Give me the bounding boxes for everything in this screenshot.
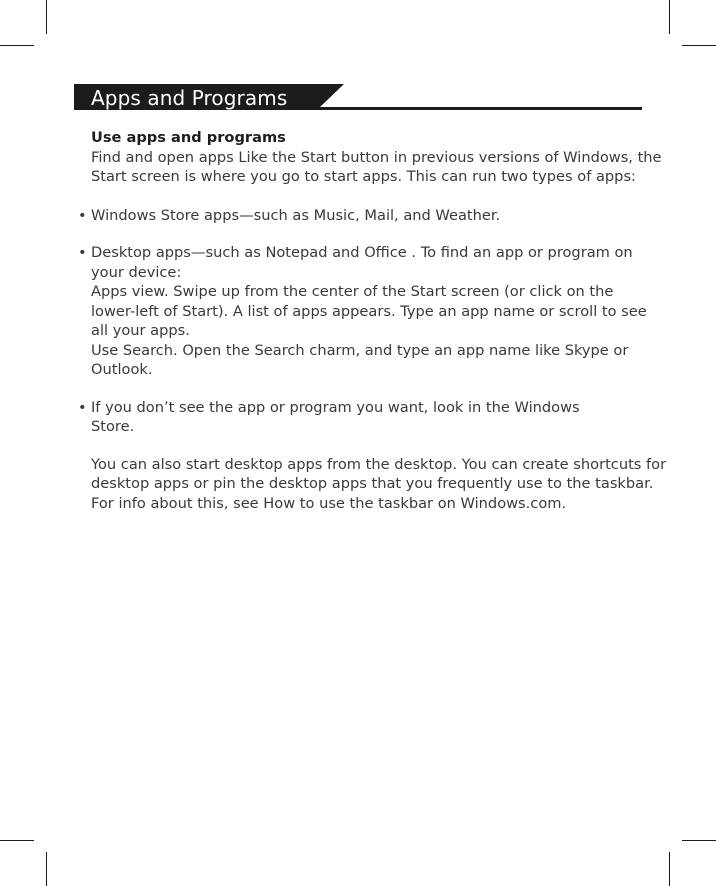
text-line: desktop apps or pin the desktop apps that you frequently use to the taskbar. (91, 475, 654, 492)
page-content (78, 128, 667, 513)
text-line: For info about this, see How to use the taskbar on Windows.com. (91, 494, 567, 512)
crop-mark-top-right-vertical (669, 0, 670, 34)
crop-mark-top-right-horizontal (682, 45, 716, 46)
bullet-icon: • (78, 206, 87, 224)
text-line: Start screen is where you go to start apps. This can run two types of apps: (91, 168, 636, 185)
text-line: If you don’t see the app or program you want, look in the Windows (91, 398, 580, 416)
text-line: Find and open apps Like the Start button in previous versions of Windows, the (91, 148, 662, 166)
text-line: You can also start desktop apps from the desktop. You can create shortcuts for (91, 455, 667, 473)
crop-mark-top-left-vertical (46, 0, 47, 34)
text-line: Windows Store apps—such as Music, Mail, and Weather. (91, 206, 501, 224)
text-line: Use Search. Open the Search charm, and type an app name like Skype or (91, 341, 629, 359)
text-line: your device: (91, 263, 182, 281)
list-item (78, 206, 658, 226)
subheading: Use apps and programs (91, 129, 286, 146)
crop-mark-bottom-left-vertical (46, 852, 47, 886)
crop-mark-bottom-left-horizontal (0, 840, 34, 841)
section-header (74, 84, 642, 110)
bullet-icon: • (78, 244, 87, 261)
section-title: Apps and Programs (91, 86, 288, 110)
bullet-icon: • (78, 398, 87, 416)
list-item (78, 398, 658, 437)
text-line: all your apps. (91, 322, 190, 339)
text-line: Outlook. (91, 361, 153, 378)
text-line: Apps view. Swipe up from the center of the Start screen (or click on the (91, 283, 614, 300)
text-line: lower-left of Start). A list of apps appears. Type an app name or scroll to see (91, 302, 647, 320)
intro-paragraph (91, 148, 662, 187)
crop-mark-bottom-right-horizontal (682, 840, 716, 841)
text-line: Store. (91, 418, 135, 435)
crop-mark-top-left-horizontal (0, 45, 34, 46)
list-item (78, 243, 658, 380)
text-line: Desktop apps—such as Notepad and Office . To find an app or program on (91, 244, 633, 261)
closing-paragraph (91, 455, 667, 514)
crop-mark-bottom-right-vertical (669, 852, 670, 886)
